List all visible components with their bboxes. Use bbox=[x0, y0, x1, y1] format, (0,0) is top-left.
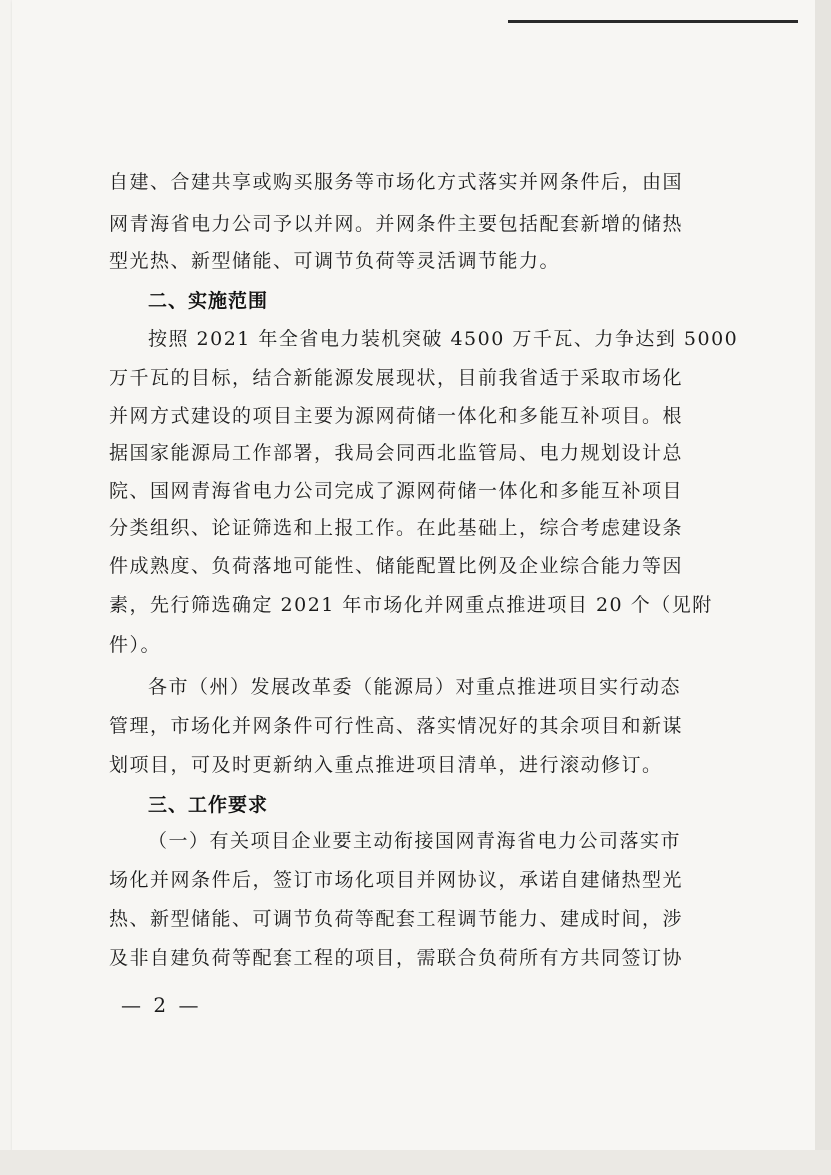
text-line: 并网方式建设的项目主要为源网荷储一体化和多能互补项目。根 bbox=[109, 405, 684, 427]
header-rule bbox=[508, 20, 798, 23]
text-line: 据国家能源局工作部署，我局会同西北监管局、电力规划设计总 bbox=[109, 442, 684, 464]
text-line: 件）。 bbox=[109, 634, 162, 656]
text-line: 万千瓦的目标，结合新能源发展现状，目前我省适于采取市场化 bbox=[109, 367, 684, 389]
text-line: 管理，市场化并网条件可行性高、落实情况好的其余项目和新谋 bbox=[109, 715, 684, 737]
scan-edge-bottom bbox=[0, 1150, 831, 1175]
text-line: 院、国网青海省电力公司完成了源网荷储一体化和多能互补项目 bbox=[109, 480, 684, 502]
text-line: 件成熟度、负荷落地可能性、储能配置比例及企业综合能力等因 bbox=[109, 555, 684, 577]
text-line: 按照 2021 年全省电力装机突破 4500 万千瓦、力争达到 5000 bbox=[148, 328, 739, 350]
text-line: （一）有关项目企业要主动衔接国网青海省电力公司落实市 bbox=[148, 830, 682, 852]
page-number: — 2 — bbox=[121, 993, 202, 1017]
text-line: 网青海省电力公司予以并网。并网条件主要包括配套新增的储热 bbox=[109, 213, 684, 235]
text-line: 各市（州）发展改革委（能源局）对重点推进项目实行动态 bbox=[148, 676, 682, 698]
scan-edge-right bbox=[815, 0, 831, 1175]
text-line: 热、新型储能、可调节负荷等配套工程调节能力、建成时间，涉 bbox=[109, 908, 684, 930]
text-line: 划项目，可及时更新纳入重点推进项目清单，进行滚动修订。 bbox=[109, 754, 663, 776]
section-heading: 三、工作要求 bbox=[148, 794, 269, 816]
text-line: 型光热、新型储能、可调节负荷等灵活调节能力。 bbox=[109, 250, 561, 272]
text-line: 分类组织、论证筛选和上报工作。在此基础上，综合考虑建设条 bbox=[109, 517, 684, 539]
text-line: 素，先行筛选确定 2021 年市场化并网重点推进项目 20 个（见附 bbox=[109, 594, 713, 616]
section-heading: 二、实施范围 bbox=[148, 290, 269, 312]
text-line: 自建、合建共享或购买服务等市场化方式落实并网条件后，由国 bbox=[109, 171, 684, 193]
text-line: 及非自建负荷等配套工程的项目，需联合负荷所有方共同签订协 bbox=[109, 947, 684, 969]
text-line: 场化并网条件后，签订市场化项目并网协议，承诺自建储热型光 bbox=[109, 869, 684, 891]
